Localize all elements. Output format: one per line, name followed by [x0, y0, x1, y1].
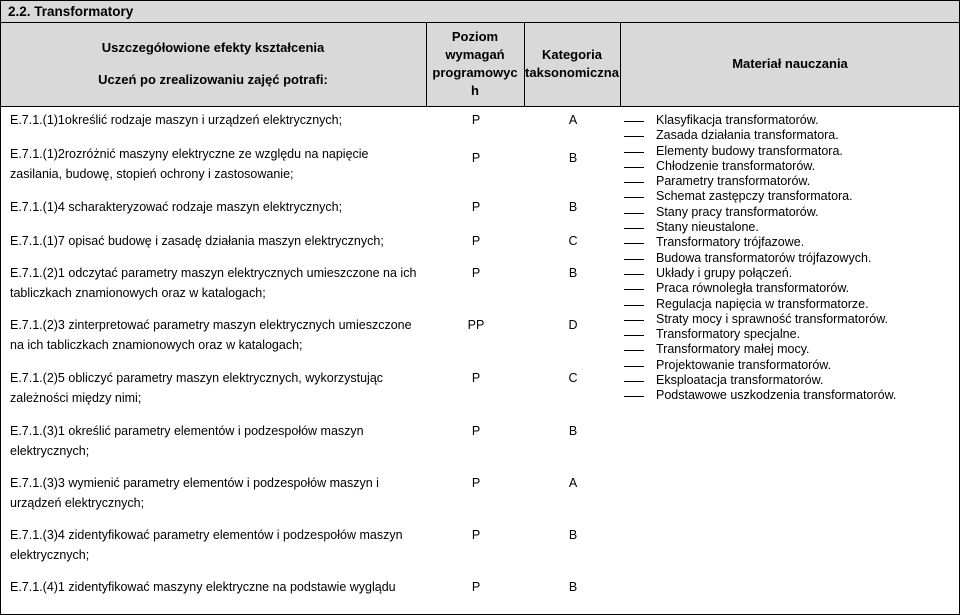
material-label: Projektowanie transformatorów.	[656, 357, 832, 372]
outcome-text: E.7.1.(3)4 zidentyfikować parametry elementów i podzespołów maszyn elektrycznych;	[10, 528, 403, 562]
dash-icon	[624, 396, 644, 397]
material-item	[620, 251, 950, 266]
header-requirement-level	[426, 22, 524, 106]
outcome-level: P	[471, 151, 481, 165]
material-label: Transformatory specjalne.	[656, 327, 801, 342]
header-teaching-material	[620, 22, 960, 106]
dash-icon	[624, 182, 644, 183]
outcome-level: PP	[467, 318, 485, 332]
material-label: Eksploatacja transformatorów.	[656, 373, 824, 388]
outcome-category: B	[568, 528, 578, 542]
header-category-line: taksonomiczna	[525, 65, 619, 80]
header-level-line: Poziom	[451, 29, 499, 44]
material-item	[620, 327, 950, 342]
material-label: Elementy budowy transformatora.	[656, 143, 843, 158]
outcome-level: P	[471, 580, 481, 594]
outcome-level: P	[471, 528, 481, 542]
material-label: Straty mocy i sprawność transformatorów.	[656, 311, 889, 326]
outcome-category: B	[568, 266, 578, 280]
outcome-level: P	[471, 266, 481, 280]
material-label: Chłodzenie transformatorów.	[656, 158, 816, 173]
dash-icon	[624, 335, 644, 336]
outcome-category: B	[568, 200, 578, 214]
material-item	[620, 235, 950, 250]
material-label: Podstawowe uszkodzenia transformatorów.	[656, 388, 897, 403]
material-label: Regulacja napięcia w transformatorze.	[656, 296, 869, 311]
material-item	[620, 266, 950, 281]
dash-icon	[624, 259, 644, 260]
table-border-top	[0, 0, 960, 1]
material-item	[620, 159, 950, 174]
dash-icon	[624, 213, 644, 214]
outcome-level: P	[471, 234, 481, 248]
outcome-category: B	[568, 151, 578, 165]
material-label: Budowa transformatorów trójfazowych.	[656, 250, 872, 265]
material-label: Praca równoległa transformatorów.	[656, 281, 850, 296]
material-item	[620, 388, 950, 403]
header-taxonomy-category	[524, 22, 620, 106]
dash-icon	[624, 121, 644, 122]
dash-icon	[624, 136, 644, 137]
material-label: Zasada działania transformatora.	[656, 128, 839, 143]
outcome-text: E.7.1.(3)3 wymienić parametry elementów i podzespołów maszyn i urządzeń elektrycznych;	[10, 476, 379, 510]
dash-icon	[624, 228, 644, 229]
outcome-level: P	[471, 200, 481, 214]
header-level-line: programowyc	[432, 65, 518, 80]
outcome-text: E.7.1.(4)1 zidentyfikować maszyny elektryczne na podstawie wyglądu	[10, 580, 396, 594]
dash-icon	[624, 243, 644, 244]
header-level-line: wymagań	[445, 47, 505, 62]
outcome-category: B	[568, 424, 578, 438]
material-label: Stany pracy transformatorów.	[656, 204, 819, 219]
header-divider	[0, 106, 960, 107]
header-outcomes-title: Uszczegółowione efekty kształcenia	[101, 40, 325, 55]
material-item	[620, 297, 950, 312]
header-learning-outcomes	[0, 22, 426, 106]
material-label: Transformatory małej mocy.	[656, 342, 810, 357]
material-label: Układy i grupy połączeń.	[656, 265, 793, 280]
dash-icon	[624, 320, 644, 321]
material-item	[620, 205, 950, 220]
material-label: Transformatory trójfazowe.	[656, 235, 805, 250]
material-item	[620, 342, 950, 357]
outcome-category: C	[568, 371, 578, 385]
header-category-line: Kategoria	[542, 47, 602, 62]
material-label: Parametry transformatorów.	[656, 174, 811, 189]
material-label: Stany nieustalone.	[656, 220, 759, 235]
dash-icon	[624, 305, 644, 306]
outcome-text: E.7.1.(1)7 opisać budowę i zasadę działania maszyn elektrycznych;	[10, 234, 384, 248]
dash-icon	[624, 350, 644, 351]
material-item	[620, 358, 950, 373]
outcome-category: C	[568, 234, 578, 248]
outcome-level: P	[471, 371, 481, 385]
material-item	[620, 373, 950, 388]
section-title: 2.2. Transformatory	[8, 4, 134, 19]
material-item	[620, 144, 950, 159]
material-item	[620, 312, 950, 327]
outcome-text: E.7.1.(1)4 scharakteryzować rodzaje maszyn elektrycznych;	[10, 200, 343, 214]
outcome-text: E.7.1.(1)1określić rodzaje maszyn i urządzeń elektrycznych;	[10, 113, 343, 127]
material-item	[620, 128, 950, 143]
outcome-text: E.7.1.(3)1 określić parametry elementów i podzespołów maszyn elektrycznych;	[10, 424, 364, 458]
outcome-text: E.7.1.(2)5 obliczyć parametry maszyn elektrycznych, wykorzystując zależności między nimi;	[10, 371, 384, 405]
material-item	[620, 113, 950, 128]
material-item	[620, 220, 950, 235]
header-level-line: h	[471, 83, 479, 98]
material-item	[620, 189, 950, 204]
outcome-level: P	[471, 424, 481, 438]
dash-icon	[624, 274, 644, 275]
material-item	[620, 281, 950, 296]
dash-icon	[624, 167, 644, 168]
outcome-category: D	[568, 318, 578, 332]
outcome-text: E.7.1.(2)3 zinterpretować parametry maszyn elektrycznych umieszczone na ich tabliczkach znamionowych oraz w katalogach;	[10, 318, 412, 352]
outcome-level: P	[471, 476, 481, 490]
header-material-label: Materiał nauczania	[732, 56, 848, 71]
outcome-category: A	[568, 113, 578, 127]
material-label: Schemat zastępczy transformatora.	[656, 189, 853, 204]
dash-icon	[624, 197, 644, 198]
outcome-level: P	[471, 113, 481, 127]
outcome-text: E.7.1.(1)2rozróżnić maszyny elektryczne ze względu na napięcie zasilania, budowę, stopień ochrony i zastosowanie;	[10, 147, 369, 181]
teaching-material-list	[620, 113, 950, 404]
material-item	[620, 174, 950, 189]
outcome-category: B	[568, 580, 578, 594]
dash-icon	[624, 289, 644, 290]
material-label: Klasyfikacja transformatorów.	[656, 113, 819, 127]
dash-icon	[624, 366, 644, 367]
dash-icon	[624, 381, 644, 382]
dash-icon	[624, 152, 644, 153]
outcome-text: E.7.1.(2)1 odczytać parametry maszyn elektrycznych umieszczone na ich tabliczkach znamionowych oraz w katalogach;	[10, 266, 417, 300]
header-outcomes-subtitle: Uczeń po zrealizowaniu zajęć potrafi:	[98, 72, 328, 87]
outcome-category: A	[568, 476, 578, 490]
